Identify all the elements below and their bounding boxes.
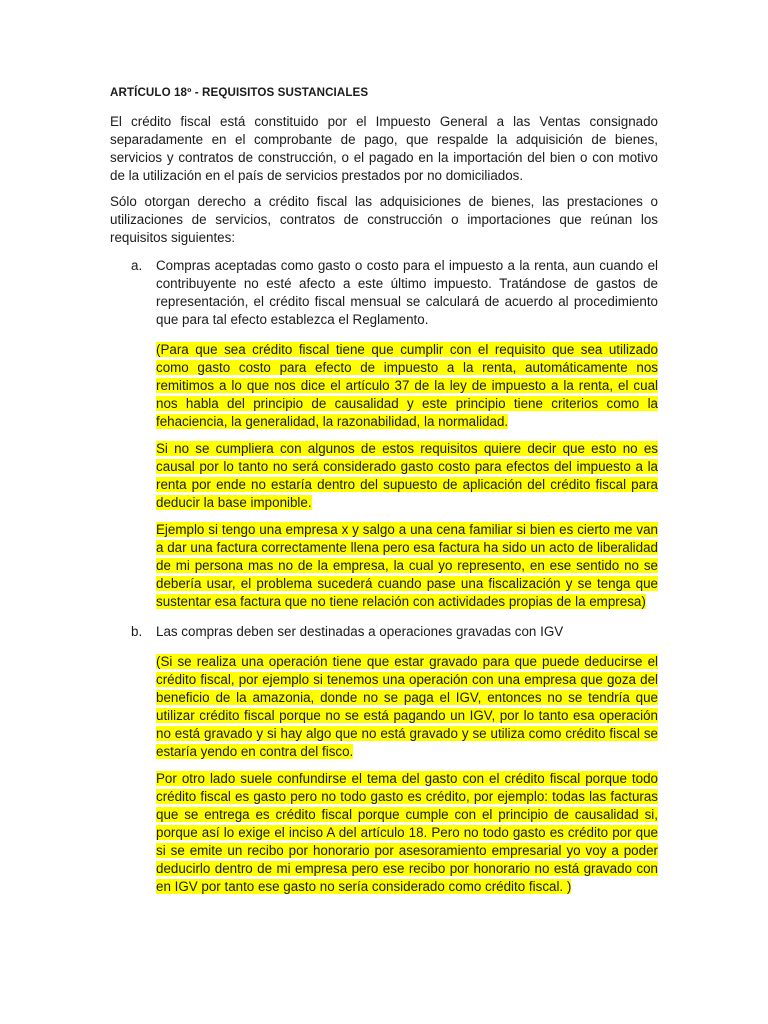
- list-marker: b.: [131, 624, 143, 639]
- requirement-text: Compras aceptadas como gasto o costo para el impuesto a la renta, aun cuando el contribuyente no esté afecto a este último impuesto. Tratándose de gastos de representación, el crédito fiscal mensual se calculará de acuerdo al procedimiento que para tal efecto establezca el Reglamento.: [156, 258, 658, 327]
- requirement-item-a: [110, 257, 658, 611]
- highlighted-note: [156, 653, 658, 761]
- requirements-intro-paragraph: Sólo otorgan derecho a crédito fiscal las adquisiciones de bienes, las prestaciones o utilizaciones de servicios, contratos de construcción o importaciones que reúnan los requisitos siguientes:: [110, 194, 658, 245]
- highlighted-note-text: Si no se cumpliera con algunos de estos requisitos quiere decir que esto no es causal por lo tanto no será considerado gasto costo para efectos del impuesto a la renta por ende no estaría dentro del supuesto de aplicación del crédito fiscal para deducir la base imponible.: [156, 441, 658, 510]
- highlighted-note: [156, 521, 658, 611]
- requirements-list: [110, 257, 658, 896]
- highlighted-note-text: Ejemplo si tengo una empresa x y salgo a una cena familiar si bien es cierto me van a dar una factura correctamente llena pero esa factura ha sido un acto de liberalidad de mi persona mas no de la empresa, la cual yo represento, en ese sentido no se debería usar, el problema sucederá cuando pase una fiscalización y se tenga que sustentar esa factura que no tiene relación con actividades propias de la empresa): [156, 522, 658, 609]
- highlighted-note: [156, 341, 658, 431]
- article-heading: ARTÍCULO 18º - REQUISITOS SUSTANCIALES: [110, 86, 369, 99]
- highlighted-note-text: (Para que sea crédito fiscal tiene que cumplir con el requisito que sea utilizado como gasto costo para efecto de impuesto a la renta, automáticamente nos remitimos a lo que nos dice el artículo 37 de la ley de impuesto a la renta, el cual nos habla del principio de causalidad y este principio tiene criterios como la fehaciencia, la generalidad, la razonabilidad, la normalidad.: [156, 342, 658, 429]
- highlighted-note: [156, 440, 658, 512]
- requirement-text: Las compras deben ser destinadas a operaciones gravadas con IGV: [156, 624, 564, 639]
- highlighted-note: [156, 770, 658, 896]
- list-marker: a.: [131, 258, 143, 273]
- highlighted-note-text: (Si se realiza una operación tiene que estar gravado para que puede deducirse el crédito fiscal, por ejemplo si tenemos una operación con una empresa que goza del beneficio de la amazonia, donde no se paga el IGV, entonces no se tendría que utilizar crédito fiscal porque no se está pagando un IGV, por lo tanto esa operación no está gravado y si hay algo que no está gravado y se utiliza como crédito fiscal se estaría yendo en contra del fisco.: [156, 654, 658, 759]
- intro-paragraph: El crédito fiscal está constituido por el Impuesto General a las Ventas consignado separadamente en el comprobante de pago, que respalde la adquisición de bienes, servicios y contratos de construcción, o el pagado en la importación del bien o con motivo de la utilización en el país de servicios prestados por no domiciliados.: [110, 114, 658, 183]
- document-body: [110, 84, 658, 905]
- requirement-item-b: [110, 623, 658, 896]
- highlighted-note-text: Por otro lado suele confundirse el tema del gasto con el crédito fiscal porque todo crédito fiscal es gasto pero no todo gasto es crédito, por ejemplo: todas las facturas que se entrega es crédito fiscal porque cumple con el principio de causalidad si, porque así lo exige el inciso A del artículo 18. Pero no todo gasto es crédito por que si se emite un recibo por honorario por asesoramiento empresarial yo voy a poder deducirlo dentro de mi empresa pero ese recibo por honorario no está gravado con en IGV por tanto ese gasto no sería considerado como crédito fiscal. ): [156, 771, 658, 894]
